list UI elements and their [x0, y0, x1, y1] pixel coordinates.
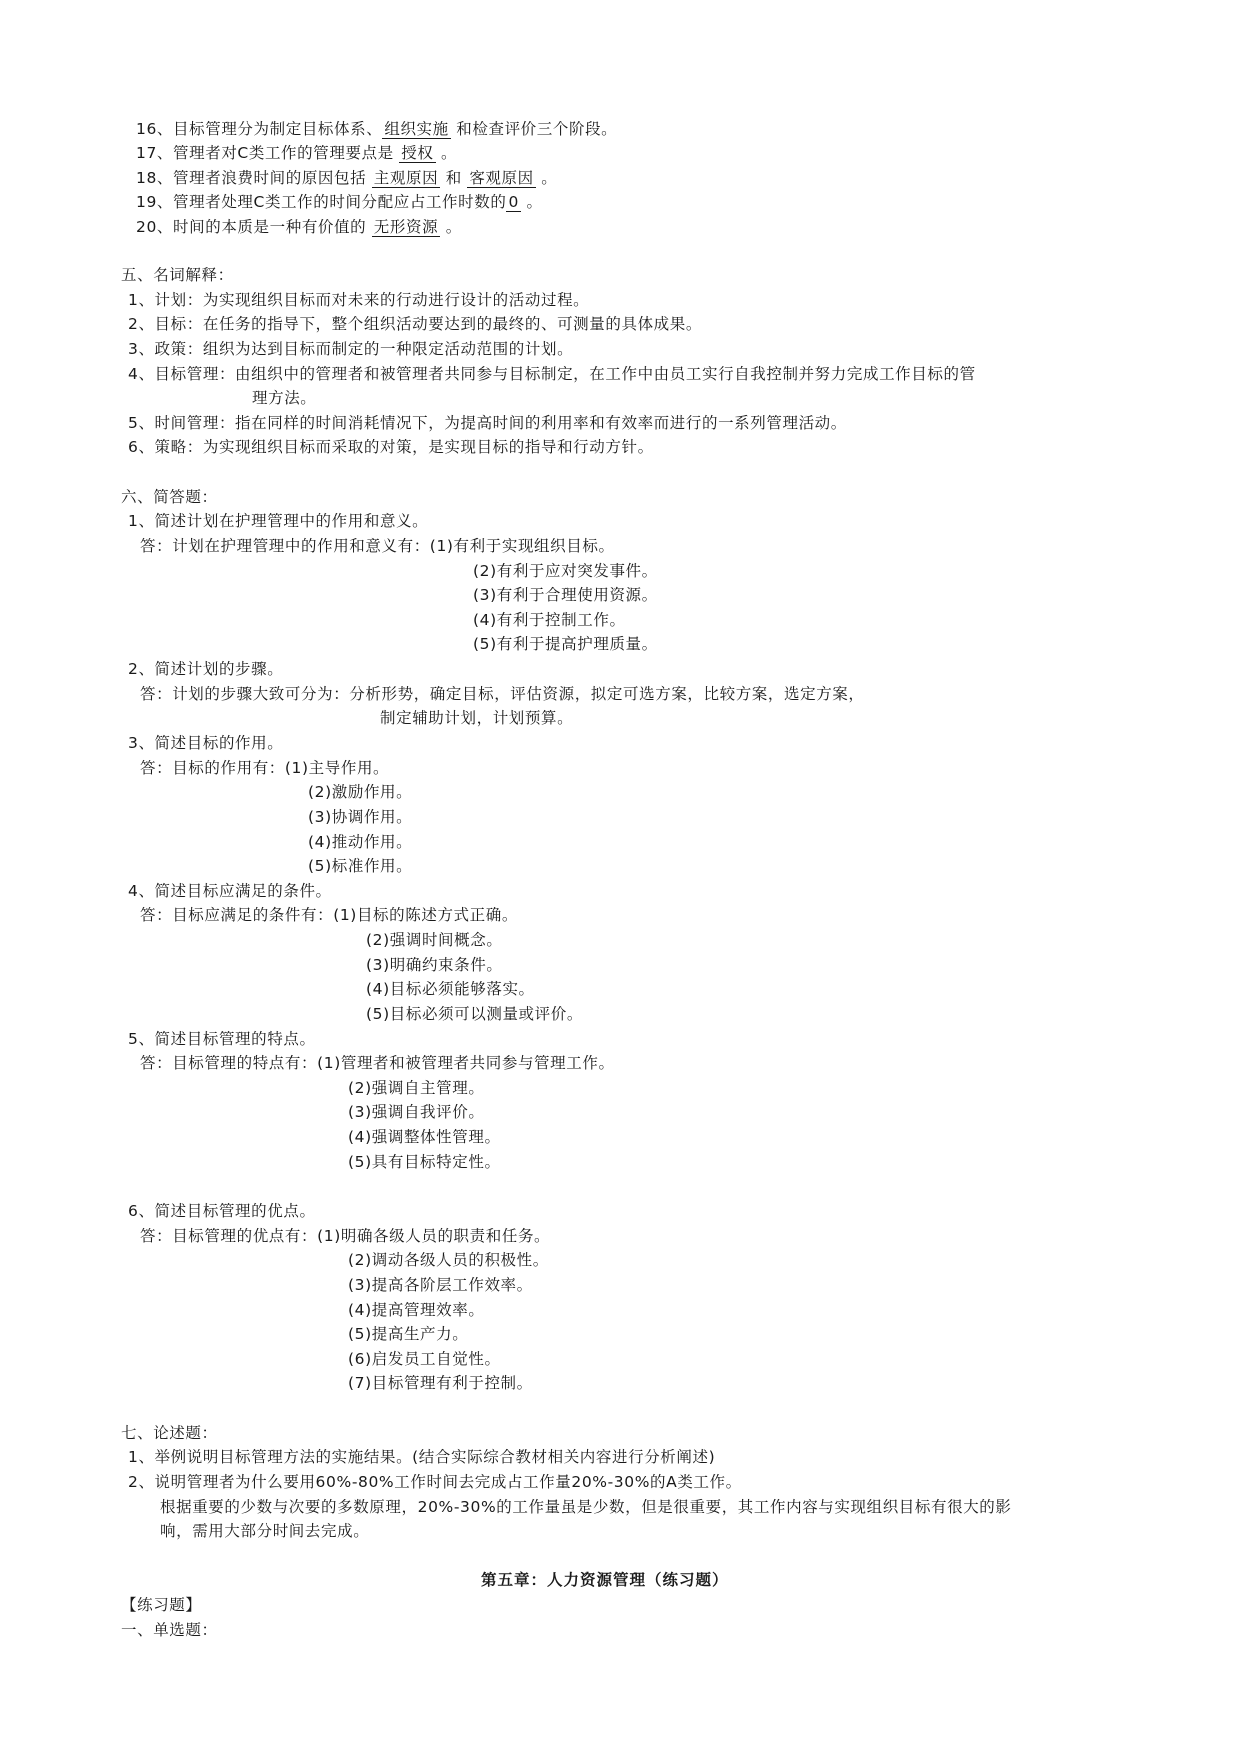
fill-item-16	[136, 119, 617, 139]
item-text: 时间的本质是一种有价值的	[173, 218, 372, 236]
section-heading-single-choice: 一、单选题：	[121, 1621, 218, 1639]
question: 6、简述目标管理的优点。	[128, 1202, 316, 1220]
answer-blank: 0	[508, 193, 519, 211]
item-text: 管理者浪费时间的原因包括	[173, 169, 372, 187]
answer-blank: 无形资源	[373, 218, 439, 236]
answer-line: (2)调动各级人员的积极性。	[348, 1251, 549, 1269]
answer-blank: 主观原因	[373, 169, 439, 187]
section-heading-terms: 五、名词解释：	[121, 266, 234, 284]
answer-line: (5)具有目标特定性。	[348, 1153, 501, 1171]
term-definition: 3、政策：组织为达到目标而制定的一种限定活动范围的计划。	[128, 340, 574, 358]
question: 1、简述计划在护理管理中的作用和意义。	[128, 512, 429, 530]
fill-item-19	[136, 192, 543, 212]
answer-line: 响，需用大部分时间去完成。	[160, 1522, 370, 1540]
answer-line: (4)目标必须能够落实。	[366, 980, 535, 998]
answer-line: (3)提高各阶层工作效率。	[348, 1276, 533, 1294]
exercise-tag: 【练习题】	[121, 1596, 202, 1614]
chapter-title: 第五章：人力资源管理（练习题）	[481, 1571, 729, 1589]
item-number: 20、	[136, 218, 174, 236]
answer-line: 答：目标应满足的条件有：(1)目标的陈述方式正确。	[140, 906, 518, 924]
term-definition-continued: 理方法。	[252, 389, 317, 407]
item-number: 18、	[136, 169, 174, 187]
term-definition: 1、计划：为实现组织目标而对未来的行动进行设计的活动过程。	[128, 291, 590, 309]
term-definition: 5、时间管理：指在同样的时间消耗情况下，为提高时间的利用率和有效率而进行的一系列管理活动。	[128, 414, 847, 432]
item-text: 。	[535, 169, 558, 187]
answer-line: (5)提高生产力。	[348, 1325, 469, 1343]
answer-line: (2)强调自主管理。	[348, 1079, 485, 1097]
item-number: 19、	[136, 193, 174, 211]
question: 2、说明管理者为什么要用60%-80%工作时间去完成占工作量20%-30%的A类工作。	[128, 1473, 742, 1491]
answer-blank: 授权	[401, 144, 434, 162]
item-number: 17、	[136, 144, 174, 162]
answer-line: (2)激励作用。	[308, 783, 413, 801]
answer-line: 答：计划的步骤大致可分为：分析形势，确定目标，评估资源，拟定可选方案，比较方案，选定方案，	[140, 685, 865, 703]
item-text: 管理者对C类工作的管理要点是	[173, 144, 400, 162]
question: 1、举例说明目标管理方法的实施结果。(结合实际综合教材相关内容进行分析阐述)	[128, 1448, 716, 1466]
answer-line: (3)强调自我评价。	[348, 1103, 485, 1121]
term-definition: 4、目标管理：由组织中的管理者和被管理者共同参与目标制定，在工作中由员工实行自我控制并努力完成工作目标的管	[128, 365, 976, 383]
answer-line: 根据重要的少数与次要的多数原理，20%-30%的工作量虽是少数，但是很重要，其工作内容与实现组织目标有很大的影	[160, 1498, 1012, 1516]
answer-line: (2)强调时间概念。	[366, 931, 503, 949]
fill-item-20	[136, 217, 462, 237]
answer-line: 答：目标的作用有：(1)主导作用。	[140, 759, 390, 777]
item-text: 目标管理分为制定目标体系、	[173, 120, 383, 138]
item-text: 管理者处理C类工作的时间分配应占工作时数的	[173, 193, 507, 211]
term-definition: 2、目标：在任务的指导下，整个组织活动要达到的最终的、可测量的具体成果。	[128, 315, 702, 333]
answer-line: (3)明确约束条件。	[366, 956, 503, 974]
answer-line: 制定辅助计划，计划预算。	[380, 709, 574, 727]
answer-blank: 组织实施	[384, 120, 449, 138]
question: 2、简述计划的步骤。	[128, 660, 284, 678]
section-heading-essay: 七、论述题：	[121, 1424, 218, 1442]
answer-line: (4)提高管理效率。	[348, 1301, 485, 1319]
item-text: 和检查评价三个阶段。	[450, 120, 618, 138]
answer-line: (2)有利于应对突发事件。	[473, 562, 658, 580]
item-text: 。	[520, 193, 543, 211]
fill-item-18	[136, 168, 557, 188]
answer-line: (7)目标管理有利于控制。	[348, 1374, 533, 1392]
question: 5、简述目标管理的特点。	[128, 1030, 316, 1048]
question: 4、简述目标应满足的条件。	[128, 882, 332, 900]
question: 3、简述目标的作用。	[128, 734, 284, 752]
item-text: 和	[440, 169, 468, 187]
answer-line: 答：计划在护理管理中的作用和意义有：(1)有利于实现组织目标。	[140, 537, 615, 555]
answer-line: (3)协调作用。	[308, 808, 413, 826]
answer-blank: 客观原因	[469, 169, 534, 187]
item-number: 16、	[136, 120, 174, 138]
answer-line: (4)推动作用。	[308, 833, 413, 851]
answer-line: (5)目标必须可以测量或评价。	[366, 1005, 583, 1023]
answer-line: (5)有利于提高护理质量。	[473, 635, 658, 653]
item-text: 。	[435, 144, 458, 162]
section-heading-short-answer: 六、简答题：	[121, 488, 218, 506]
fill-item-17	[136, 143, 457, 163]
answer-line: (5)标准作用。	[308, 857, 413, 875]
item-text: 。	[440, 218, 462, 236]
answer-line: 答：目标管理的特点有：(1)管理者和被管理者共同参与管理工作。	[140, 1054, 615, 1072]
answer-line: (3)有利于合理使用资源。	[473, 586, 658, 604]
answer-line: (4)有利于控制工作。	[473, 611, 626, 629]
answer-line: 答：目标管理的优点有：(1)明确各级人员的职责和任务。	[140, 1227, 551, 1245]
answer-line: (4)强调整体性管理。	[348, 1128, 501, 1146]
answer-line: (6)启发员工自觉性。	[348, 1350, 501, 1368]
term-definition: 6、策略：为实现组织目标而采取的对策，是实现目标的指导和行动方针。	[128, 438, 654, 456]
